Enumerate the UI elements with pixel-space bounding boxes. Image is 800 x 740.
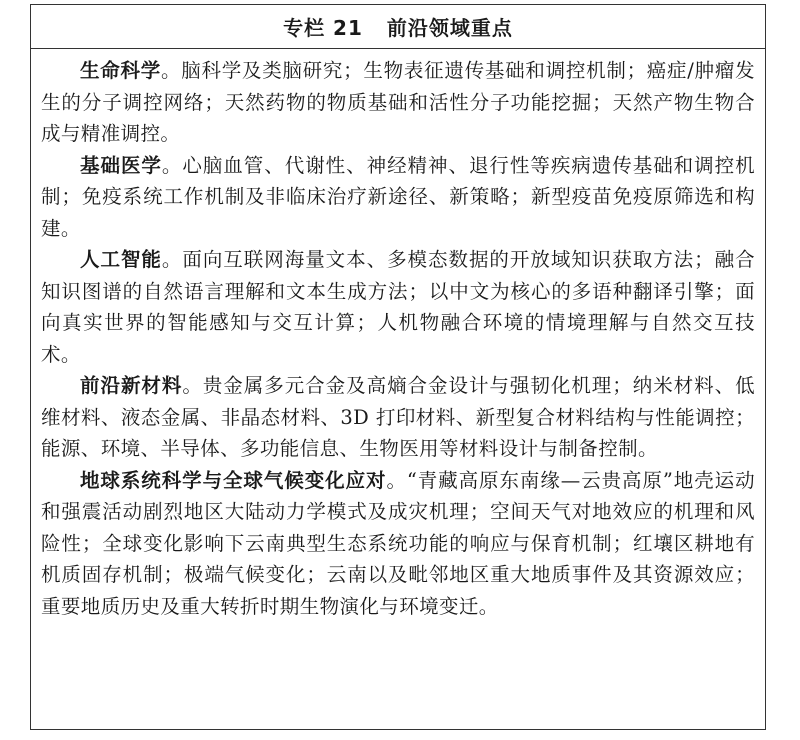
paragraph-text: 。心脑血管、代谢性、神经精神、退行性等疾病遗传基础和调控机制；免疫系统工作机制及非临床治疗新途径、新策略；新型疫苗免疫原筛选和构建。 — [41, 153, 755, 240]
paragraph-text: 。面向互联网海量文本、多模态数据的开放域知识获取方法；融合知识图谱的自然语言理解和文本生成方法；以中文为核心的多语种翻译引擎；面向真实世界的智能感知与交互计算；人机物融合环境的情境理解与自然交互技术。 — [41, 248, 755, 366]
paragraph-artificial-intelligence — [41, 244, 755, 370]
paragraph-text: 。“青藏高原东南缘—云贵高原”地壳运动和强震活动剧烈地区大陆动力学模式及成灾机理；空间天气对地效应的机理和风险性；全球变化影响下云南典型生态系统功能的响应与保育机制；红壤区耕地有机质固存机制；极端气候变化；云南以及毗邻地区重大地质事件及其资源效应；重要地质历史及重大转折时期生物演化与环境变迁。 — [41, 468, 755, 618]
paragraph-life-science — [41, 55, 755, 150]
paragraph-earth-system-science — [41, 465, 755, 623]
column-header — [31, 5, 765, 49]
paragraph-text: 。贵金属多元合金及高熵合金设计与强韧化机理；纳米材料、低维材料、液态金属、非晶态材料、3D 打印材料、新型复合材料结构与性能调控；能源、环境、半导体、多功能信息、生物医用等材料设计与制备控制。 — [41, 374, 755, 460]
paragraph-lead: 基础医学 — [80, 153, 162, 177]
paragraph-lead: 生命科学 — [80, 59, 161, 82]
paragraph-text: 。脑科学及类脑研究；生物表征遗传基础和调控机制；癌症/肿瘤发生的分子调控网络；天然药物的物质基础和活性分子功能挖掘；天然产物生物合成与精准调控。 — [41, 59, 755, 145]
column-title: 前沿领域重点 — [386, 16, 513, 40]
paragraph-basic-medicine — [41, 150, 755, 245]
paragraph-lead: 前沿新材料 — [80, 374, 183, 397]
paragraph-lead: 地球系统科学与全球气候变化应对 — [80, 468, 387, 492]
paragraph-lead: 人工智能 — [80, 248, 162, 271]
column-body — [31, 49, 765, 622]
feature-column-box — [30, 4, 766, 730]
paragraph-new-materials — [41, 370, 755, 465]
column-label: 专栏 21 — [283, 16, 363, 40]
